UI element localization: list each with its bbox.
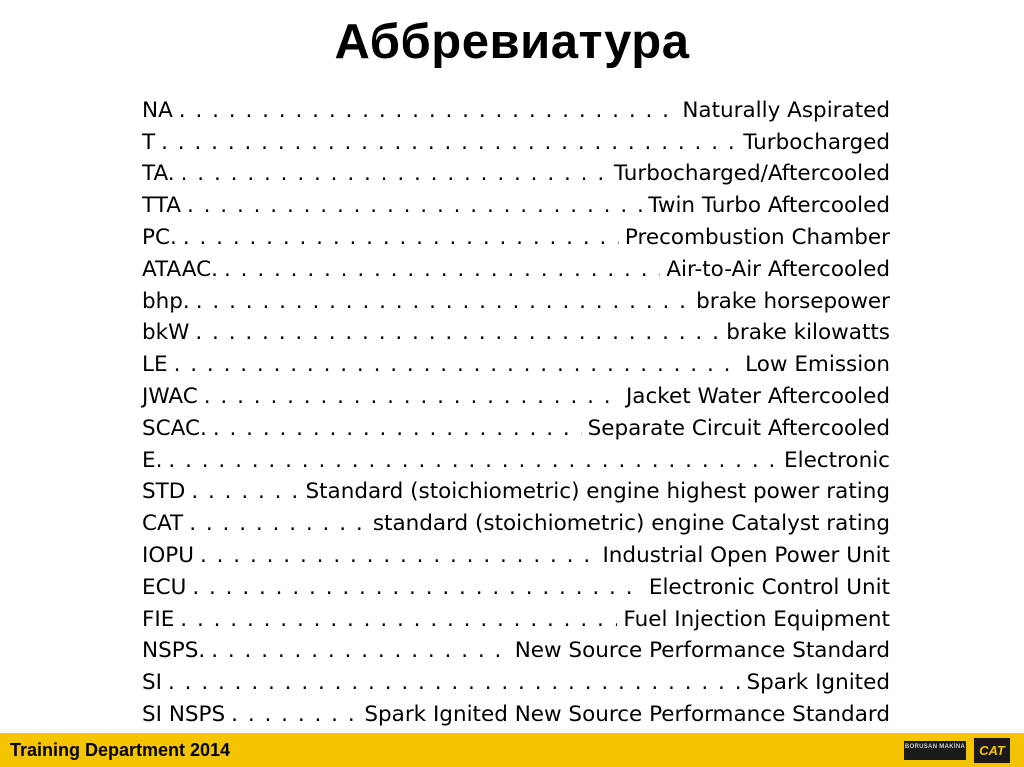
abbreviation-meaning: Electronic Control Unit — [648, 574, 890, 600]
abbreviation-row — [142, 317, 890, 349]
abbreviation-term: CAT — [142, 511, 184, 537]
abbreviation-meaning: Turbocharged/Aftercooled — [613, 161, 890, 187]
abbreviation-meaning: Twin Turbo Aftercooled — [648, 193, 890, 219]
dot-leader — [224, 257, 660, 285]
abbreviation-row — [142, 476, 890, 508]
abbreviation-row — [142, 380, 890, 412]
abbreviation-row — [142, 158, 890, 190]
dot-leader — [161, 130, 737, 158]
abbreviation-meaning: Industrial Open Power Unit — [602, 542, 890, 568]
abbreviation-meaning: Air-to-Air Aftercooled — [666, 256, 890, 282]
abbreviation-row — [142, 94, 890, 126]
abbreviation-meaning: Naturally Aspirated — [682, 97, 890, 123]
abbreviation-meaning: Spark Ignited New Source Performance Standard — [364, 701, 890, 727]
abbreviation-term: bkW — [142, 320, 190, 346]
dot-leader — [187, 193, 642, 221]
dot-leader — [200, 543, 597, 571]
dot-leader — [183, 225, 619, 253]
abbreviation-meaning: Turbocharged — [743, 129, 890, 155]
abbreviation-row — [142, 412, 890, 444]
abbreviation-term: ATAAC. — [142, 256, 218, 282]
abbreviation-term: PC. — [142, 224, 177, 250]
abbreviation-meaning: Jacket Water Aftercooled — [625, 383, 890, 409]
abbreviation-meaning: Fuel Injection Equipment — [623, 606, 890, 632]
abbreviation-term: SCAC. — [142, 415, 207, 441]
abbreviation-meaning: brake kilowatts — [726, 320, 890, 346]
abbreviation-row — [142, 507, 890, 539]
dot-leader — [191, 479, 299, 507]
dot-leader — [189, 511, 367, 539]
abbreviation-meaning: New Source Performance Standard — [514, 638, 890, 664]
dot-leader — [168, 448, 778, 476]
abbreviation-row — [142, 571, 890, 603]
abbreviation-term: JWAC — [142, 383, 198, 409]
borusan-logo: BORUSAN MAKİNA — [904, 741, 966, 760]
abbreviation-row — [142, 666, 890, 698]
abbreviation-list — [142, 94, 890, 730]
dot-leader — [181, 161, 608, 189]
abbreviation-term: TA. — [142, 161, 175, 187]
abbreviation-row — [142, 253, 890, 285]
abbreviation-row — [142, 635, 890, 667]
abbreviation-term: STD — [142, 479, 186, 505]
abbreviation-row — [142, 126, 890, 158]
abbreviation-term: FIE — [142, 606, 175, 632]
abbreviation-row — [142, 603, 890, 635]
dot-leader — [168, 670, 741, 698]
abbreviation-meaning: Low Emission — [745, 352, 890, 378]
footer-bar — [0, 733, 1024, 767]
abbreviation-row — [142, 285, 890, 317]
abbreviation-term: E. — [142, 447, 163, 473]
dot-leader — [231, 702, 358, 730]
abbreviation-row — [142, 444, 890, 476]
abbreviation-term: T — [142, 129, 156, 155]
abbreviation-meaning: standard (stoichiometric) engine Catalyst rating — [372, 511, 890, 537]
abbreviation-term: SI — [142, 670, 162, 696]
dot-leader — [174, 352, 740, 380]
cat-logo: CAT — [974, 738, 1010, 763]
slide-title: Аббревиатура — [334, 15, 690, 69]
dot-leader — [179, 98, 677, 126]
dot-leader — [192, 575, 643, 603]
abbreviation-meaning: Electronic — [784, 447, 890, 473]
abbreviation-term: NSPS. — [142, 638, 206, 664]
abbreviation-row — [142, 348, 890, 380]
abbreviation-term: bhp. — [142, 288, 190, 314]
abbreviation-row — [142, 189, 890, 221]
abbreviation-meaning: Precombustion Chamber — [624, 224, 890, 250]
abbreviation-term: SI NSPS — [142, 701, 226, 727]
dot-leader — [211, 638, 509, 666]
dot-leader — [204, 384, 620, 412]
dot-leader — [213, 416, 582, 444]
abbreviation-row — [142, 539, 890, 571]
dot-leader — [195, 320, 720, 348]
dot-leader — [180, 607, 617, 635]
abbreviation-term: TTA — [142, 193, 181, 219]
abbreviation-meaning: Spark Ignited — [746, 670, 890, 696]
abbreviation-row — [142, 221, 890, 253]
abbreviation-term: LE — [142, 352, 168, 378]
dot-leader — [196, 289, 690, 317]
abbreviation-row — [142, 698, 890, 730]
abbreviation-term: IOPU — [142, 542, 194, 568]
abbreviation-term: NA — [142, 97, 173, 123]
abbreviation-term: ECU — [142, 574, 187, 600]
abbreviation-meaning: Separate Circuit Aftercooled — [587, 415, 890, 441]
abbreviation-meaning: brake horsepower — [696, 288, 890, 314]
footer-text: Training Department 2014 — [10, 740, 231, 760]
abbreviation-meaning: Standard (stoichiometric) engine highest power rating — [305, 479, 890, 505]
